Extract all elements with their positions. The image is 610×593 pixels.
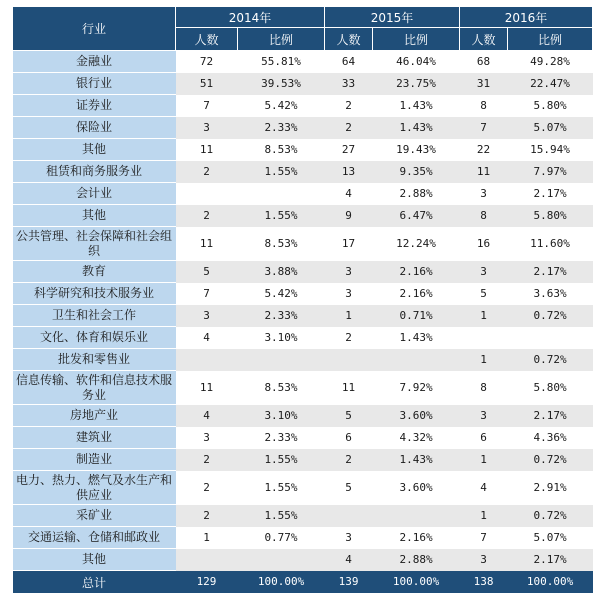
count-2015-cell: 27 (325, 139, 373, 161)
ratio-2014-cell: 2.33% (238, 305, 325, 327)
count-2014-cell: 2 (176, 161, 238, 183)
ratio-2015-cell: 46.04% (373, 51, 460, 73)
total-ratio-2015: 100.00% (373, 571, 460, 593)
ratio-2015-cell: 2.16% (373, 261, 460, 283)
count-2015-cell: 9 (325, 205, 373, 227)
industry-name: 信息传输、软件和信息技术服务业 (13, 371, 176, 405)
count-2015-cell: 13 (325, 161, 373, 183)
count-2016-cell (460, 327, 508, 349)
ratio-2014-cell: 3.10% (238, 327, 325, 349)
count-2016-cell: 4 (460, 471, 508, 505)
count-2016-cell: 1 (460, 305, 508, 327)
ratio-2015-cell: 0.71% (373, 305, 460, 327)
ratio-2016-cell (508, 327, 593, 349)
ratio-2015-cell: 1.43% (373, 117, 460, 139)
count-2016-cell: 8 (460, 205, 508, 227)
ratio-2015-cell: 7.92% (373, 371, 460, 405)
industry-name: 采矿业 (13, 505, 176, 527)
table-row (13, 283, 593, 305)
table-row (13, 205, 593, 227)
ratio-2014-cell: 8.53% (238, 227, 325, 261)
total-label: 总计 (13, 571, 176, 593)
table-row (13, 371, 593, 405)
ratio-2016-cell: 22.47% (508, 73, 593, 95)
count-2014-cell: 51 (176, 73, 238, 95)
ratio-2015-cell: 2.88% (373, 183, 460, 205)
industry-name: 公共管理、社会保障和社会组织 (13, 227, 176, 261)
ratio-2015-cell: 6.47% (373, 205, 460, 227)
count-2014-cell: 2 (176, 471, 238, 505)
count-2015-cell: 3 (325, 261, 373, 283)
ratio-2014-cell (238, 183, 325, 205)
count-2014-cell (176, 183, 238, 205)
ratio-2014-cell: 8.53% (238, 371, 325, 405)
ratio-2016-cell: 11.60% (508, 227, 593, 261)
ratio-2015-cell: 12.24% (373, 227, 460, 261)
header-row-years (13, 7, 593, 28)
industry-name: 房地产业 (13, 405, 176, 427)
count-2016-cell: 16 (460, 227, 508, 261)
count-header: 人数 (325, 28, 373, 51)
total-count-2014: 129 (176, 571, 238, 593)
ratio-2014-cell: 8.53% (238, 139, 325, 161)
ratio-2016-cell: 5.80% (508, 95, 593, 117)
industry-name: 银行业 (13, 73, 176, 95)
ratio-2015-cell (373, 349, 460, 371)
industry-name: 其他 (13, 139, 176, 161)
count-2014-cell: 3 (176, 427, 238, 449)
ratio-2016-cell: 15.94% (508, 139, 593, 161)
ratio-2015-cell: 9.35% (373, 161, 460, 183)
count-2014-cell: 72 (176, 51, 238, 73)
industry-name: 建筑业 (13, 427, 176, 449)
count-2015-cell (325, 349, 373, 371)
count-2015-cell: 4 (325, 183, 373, 205)
industry-name: 交通运输、仓储和邮政业 (13, 527, 176, 549)
table-row (13, 305, 593, 327)
year-header-2014: 2014年 (176, 7, 325, 28)
table-row (13, 427, 593, 449)
ratio-2015-cell: 2.88% (373, 549, 460, 571)
count-2016-cell: 7 (460, 527, 508, 549)
ratio-2014-cell: 3.10% (238, 405, 325, 427)
ratio-2015-cell: 1.43% (373, 95, 460, 117)
count-2014-cell: 3 (176, 305, 238, 327)
count-2016-cell: 7 (460, 117, 508, 139)
industry-name: 文化、体育和娱乐业 (13, 327, 176, 349)
ratio-2014-cell: 5.42% (238, 95, 325, 117)
ratio-2014-cell: 1.55% (238, 449, 325, 471)
table-row (13, 95, 593, 117)
total-count-2016: 138 (460, 571, 508, 593)
ratio-2016-cell: 2.17% (508, 183, 593, 205)
total-ratio-2014: 100.00% (238, 571, 325, 593)
table-row (13, 527, 593, 549)
count-2014-cell: 4 (176, 327, 238, 349)
count-2016-cell: 3 (460, 549, 508, 571)
count-2016-cell: 1 (460, 349, 508, 371)
count-2014-cell: 4 (176, 405, 238, 427)
ratio-2016-cell: 7.97% (508, 161, 593, 183)
count-2016-cell: 8 (460, 371, 508, 405)
ratio-2016-cell: 5.07% (508, 527, 593, 549)
ratio-2014-cell: 3.88% (238, 261, 325, 283)
ratio-2016-cell: 0.72% (508, 305, 593, 327)
year-header-2016: 2016年 (460, 7, 593, 28)
industry-name: 金融业 (13, 51, 176, 73)
count-2014-cell: 11 (176, 139, 238, 161)
industry-name: 卫生和社会工作 (13, 305, 176, 327)
total-row (13, 571, 593, 593)
ratio-2016-cell: 0.72% (508, 449, 593, 471)
ratio-2016-cell: 5.80% (508, 205, 593, 227)
ratio-header: 比例 (238, 28, 325, 51)
count-2015-cell: 2 (325, 327, 373, 349)
count-2014-cell: 11 (176, 371, 238, 405)
count-2014-cell: 11 (176, 227, 238, 261)
count-2015-cell: 2 (325, 449, 373, 471)
ratio-2015-cell: 2.16% (373, 527, 460, 549)
count-2014-cell: 2 (176, 205, 238, 227)
ratio-2016-cell: 49.28% (508, 51, 593, 73)
ratio-2014-cell (238, 549, 325, 571)
table-row (13, 505, 593, 527)
table-row (13, 227, 593, 261)
table-row (13, 73, 593, 95)
ratio-2016-cell: 4.36% (508, 427, 593, 449)
table-row (13, 183, 593, 205)
count-2014-cell: 5 (176, 261, 238, 283)
table-row (13, 161, 593, 183)
ratio-2016-cell: 2.17% (508, 549, 593, 571)
count-2016-cell: 6 (460, 427, 508, 449)
count-2016-cell: 3 (460, 405, 508, 427)
count-2016-cell: 1 (460, 449, 508, 471)
industry-header: 行业 (13, 7, 176, 51)
table-row (13, 139, 593, 161)
industry-employment-table (12, 6, 593, 593)
table-row (13, 405, 593, 427)
count-2014-cell: 3 (176, 117, 238, 139)
table-row (13, 471, 593, 505)
table-row (13, 261, 593, 283)
year-header-2015: 2015年 (325, 7, 460, 28)
ratio-2014-cell: 1.55% (238, 161, 325, 183)
ratio-2016-cell: 5.07% (508, 117, 593, 139)
count-2016-cell: 31 (460, 73, 508, 95)
industry-name: 电力、热力、燃气及水生产和供应业 (13, 471, 176, 505)
ratio-2015-cell: 3.60% (373, 405, 460, 427)
ratio-2016-cell: 5.80% (508, 371, 593, 405)
ratio-2016-cell: 0.72% (508, 349, 593, 371)
count-2015-cell: 1 (325, 305, 373, 327)
count-2015-cell: 64 (325, 51, 373, 73)
count-2014-cell (176, 549, 238, 571)
count-2015-cell: 11 (325, 371, 373, 405)
ratio-2014-cell: 55.81% (238, 51, 325, 73)
ratio-2015-cell: 23.75% (373, 73, 460, 95)
count-2016-cell: 68 (460, 51, 508, 73)
industry-name: 批发和零售业 (13, 349, 176, 371)
ratio-header: 比例 (508, 28, 593, 51)
table-row (13, 51, 593, 73)
count-2016-cell: 3 (460, 261, 508, 283)
count-2016-cell: 11 (460, 161, 508, 183)
ratio-2014-cell (238, 349, 325, 371)
ratio-header: 比例 (373, 28, 460, 51)
industry-name: 其他 (13, 205, 176, 227)
count-header: 人数 (460, 28, 508, 51)
count-2014-cell (176, 349, 238, 371)
industry-name: 租赁和商务服务业 (13, 161, 176, 183)
total-count-2015: 139 (325, 571, 373, 593)
ratio-2016-cell: 2.17% (508, 405, 593, 427)
table-row (13, 327, 593, 349)
count-2014-cell: 7 (176, 283, 238, 305)
count-2015-cell: 17 (325, 227, 373, 261)
ratio-2016-cell: 3.63% (508, 283, 593, 305)
count-2015-cell: 33 (325, 73, 373, 95)
ratio-2015-cell: 1.43% (373, 327, 460, 349)
ratio-2015-cell: 4.32% (373, 427, 460, 449)
ratio-2014-cell: 0.77% (238, 527, 325, 549)
count-2015-cell: 3 (325, 283, 373, 305)
ratio-2014-cell: 2.33% (238, 117, 325, 139)
ratio-2015-cell (373, 505, 460, 527)
table-body (13, 51, 593, 571)
count-2015-cell (325, 505, 373, 527)
table-row (13, 449, 593, 471)
count-2016-cell: 1 (460, 505, 508, 527)
ratio-2015-cell: 3.60% (373, 471, 460, 505)
industry-name: 科学研究和技术服务业 (13, 283, 176, 305)
ratio-2014-cell: 1.55% (238, 471, 325, 505)
ratio-2014-cell: 2.33% (238, 427, 325, 449)
industry-name: 教育 (13, 261, 176, 283)
industry-name: 制造业 (13, 449, 176, 471)
count-2015-cell: 2 (325, 95, 373, 117)
count-2014-cell: 7 (176, 95, 238, 117)
count-2014-cell: 2 (176, 449, 238, 471)
ratio-2014-cell: 1.55% (238, 205, 325, 227)
table-row (13, 349, 593, 371)
table-row (13, 117, 593, 139)
count-2014-cell: 2 (176, 505, 238, 527)
count-2016-cell: 3 (460, 183, 508, 205)
count-2015-cell: 2 (325, 117, 373, 139)
ratio-2016-cell: 2.17% (508, 261, 593, 283)
industry-name: 其他 (13, 549, 176, 571)
count-2015-cell: 5 (325, 405, 373, 427)
ratio-2016-cell: 2.91% (508, 471, 593, 505)
count-2016-cell: 22 (460, 139, 508, 161)
ratio-2014-cell: 5.42% (238, 283, 325, 305)
ratio-2016-cell: 0.72% (508, 505, 593, 527)
ratio-2014-cell: 39.53% (238, 73, 325, 95)
industry-name: 证券业 (13, 95, 176, 117)
industry-name: 会计业 (13, 183, 176, 205)
ratio-2015-cell: 19.43% (373, 139, 460, 161)
table-row (13, 549, 593, 571)
count-2015-cell: 5 (325, 471, 373, 505)
count-2014-cell: 1 (176, 527, 238, 549)
count-2015-cell: 4 (325, 549, 373, 571)
count-2016-cell: 5 (460, 283, 508, 305)
count-header: 人数 (176, 28, 238, 51)
count-2015-cell: 6 (325, 427, 373, 449)
ratio-2014-cell: 1.55% (238, 505, 325, 527)
ratio-2015-cell: 1.43% (373, 449, 460, 471)
industry-name: 保险业 (13, 117, 176, 139)
ratio-2015-cell: 2.16% (373, 283, 460, 305)
count-2015-cell: 3 (325, 527, 373, 549)
count-2016-cell: 8 (460, 95, 508, 117)
total-ratio-2016: 100.00% (508, 571, 593, 593)
